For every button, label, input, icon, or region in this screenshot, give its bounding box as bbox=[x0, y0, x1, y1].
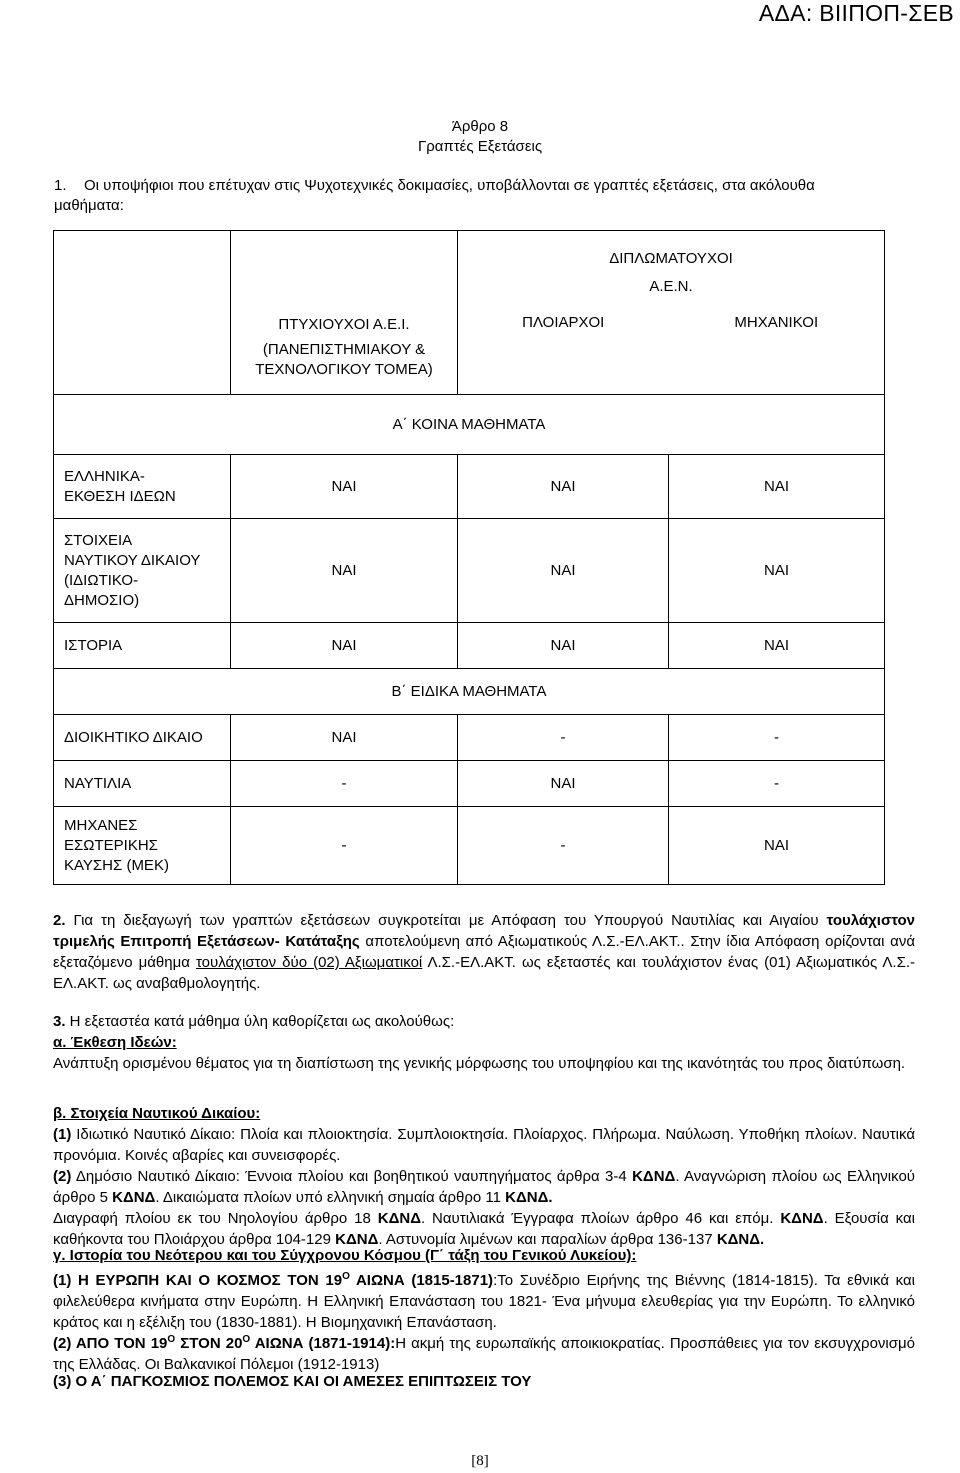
item-text: :Το Συνέδριο Ειρήνης της Βιέννης (1814-1815). Τα εθνικά και φιλελεύθερα κινήματα στην Ευρώπη. Η Ελληνική Επανάσταση του 1821- Ένα μήνυμα ελευθερίας για την Ευρώπη. Το ελληνικό κράτος και η εξέλιξη του (1830-1881). Η Βιομηχανική Επανάσταση. bbox=[53, 1272, 915, 1331]
header-subcols bbox=[458, 269, 885, 395]
header-graduates-line2: (ΠΑΝΕΠΙΣΤΗΜΙΑΚΟΥ & bbox=[262, 341, 426, 358]
header-graduates-line1: ΠΤΥΧΙΟΥΧΟΙ Α.Ε.Ι. bbox=[278, 316, 410, 333]
subject-cell: ΝΑΥΤΙΛΙΑ bbox=[54, 761, 231, 807]
section-a-text: Ανάπτυξη ορισμένου θέματος για τη διαπίστωση της γενικής μόρφωσης του υποψηφίου και της ικανότητάς του προς διατύπωση. bbox=[53, 1055, 906, 1072]
item-text: Ιδιωτικό Ναυτικό Δίκαιο: Πλοία και πλοιοκτησία. Συμπλοιοκτησία. Πλοίαρχος. Πλήρωμα. Ναύλωση. Υποθήκη πλοίων. Ναυτικά προνόμια. Κοινές αβαρίες και συνεισφορές. bbox=[53, 1126, 915, 1164]
paragraph-text: Λ.Σ.-ΕΛ.ΑΚΤ. ως εξεταστές και τουλάχιστον ένας (01) Αξιωματικός Λ.Σ.-ΕΛ.ΑΚΤ. ως αναβαθμολογητής. bbox=[53, 954, 916, 992]
value-cell: ΝΑΙ bbox=[458, 623, 669, 669]
section-c-label: γ. Ιστορία του Νεότερου και του Σύγχρονου Κόσμου (Γ΄ τάξη του Γενικού Λυκείου): bbox=[53, 1247, 637, 1264]
subject-line: ΔΗΜΟΣΙΟ) bbox=[64, 591, 140, 609]
value-cell: ΝΑΙ bbox=[669, 807, 885, 885]
paragraph-underline: τουλάχιστον δύο (02) Αξιωματικοί bbox=[195, 954, 423, 971]
value-cell: ΝΑΙ bbox=[458, 455, 669, 519]
page-number: [8] bbox=[471, 1453, 489, 1469]
table-row bbox=[54, 807, 885, 885]
subject-line: ΜΗΧΑΝΕΣ bbox=[64, 816, 138, 834]
section-c2 bbox=[53, 1329, 915, 1375]
section-b2: (2) Δημόσιο Ναυτικό Δίκαιο: Έννοια πλοίου και βοηθητικού ναυπηγήματος άρθρα 3-4 ΚΔΝΔ. Αναγνώριση πλοίου ως Ελληνικού άρθρο 5 ΚΔΝΔ. Δικαιώματα πλοίων υπό ελληνική σημαία άρθρο 11 ΚΔΝΔ. Διαγραφή πλοίου εκ του Νηολογίου άρθρο 18 ΚΔΝΔ. Ναυτιλιακά Έγγραφα πλοίων άρθρο 46 και επόμ. ΚΔΝΔ. Εξουσία και καθήκοντα του Πλοιάρχου άρθρα 104-129 ΚΔΝΔ. Αστυνομία λιμένων και παραλίων άρθρα 136-137 ΚΔΝΔ. bbox=[53, 1168, 916, 1248]
section-c3: (3) Ο Α΄ ΠΑΓΚΟΣΜΙΟΣ ΠΟΛΕΜΟΣ ΚΑΙ ΟΙ ΑΜΕΣΕΣ ΕΠΙΠΤΩΣΕΙΣ ΤΟΥ bbox=[53, 1373, 532, 1390]
value-cell: ΝΑΙ bbox=[669, 519, 885, 623]
section-b1 bbox=[53, 1124, 915, 1166]
kdnd-abbr: ΚΔΝΔ bbox=[632, 1168, 676, 1185]
item-heading: (1) Η ΕΥΡΩΠΗ ΚΑΙ Ο ΚΟΣΜΟΣ ΤΟΝ 19 bbox=[53, 1272, 343, 1289]
subject-cell: ΔΙΟΙΚΗΤΙΚΟ ΔΙΚΑΙΟ bbox=[54, 715, 231, 761]
paragraph-3 bbox=[53, 1011, 915, 1032]
paragraph-text-cont: μαθήματα: bbox=[54, 197, 124, 214]
header-engineers: ΜΗΧΑΝΙΚΟΙ bbox=[734, 313, 819, 331]
value-cell: ΝΑΙ bbox=[458, 761, 669, 807]
kdnd-abbr: ΚΔΝΔ bbox=[716, 1231, 761, 1248]
item-text: . Δικαιώματα πλοίων υπό ελληνική σημαία άρθρο 11 bbox=[155, 1189, 506, 1206]
section-a-label: α. Έκθεση Ιδεών: bbox=[53, 1034, 177, 1051]
kdnd-abbr: ΚΔΝΔ bbox=[112, 1189, 156, 1206]
subject-cell bbox=[54, 455, 231, 519]
subject-line: ΚΑΥΣΗΣ (ΜΕΚ) bbox=[64, 856, 169, 874]
section-b-label: β. Στοιχεία Ναυτικού Δικαίου: bbox=[53, 1105, 261, 1122]
subject-line: ΣΤΟΙΧΕΙΑ bbox=[64, 531, 133, 549]
article-number: Άρθρο 8 bbox=[451, 118, 509, 135]
header-graduates-line3: ΤΕΧΝΟΛΟΓΙΚΟΥ ΤΟΜΕΑ) bbox=[255, 361, 433, 378]
header-graduates bbox=[231, 231, 458, 395]
subject-cell: ΙΣΤΟΡΙΑ bbox=[54, 623, 231, 669]
item-heading: ΑΙΩΝΑ (1871-1914): bbox=[250, 1335, 396, 1352]
table-row bbox=[54, 455, 885, 519]
section-c1 bbox=[53, 1266, 915, 1333]
subject-cell bbox=[54, 519, 231, 623]
value-cell: - bbox=[458, 715, 669, 761]
paragraph-1 bbox=[54, 176, 914, 216]
paragraph-text: Για τη διεξαγωγή των γραπτών εξετάσεων συγκροτείται με Απόφαση του Υπουργού Ναυτιλίας και Αιγαίου bbox=[65, 912, 827, 929]
item-text: Διαγραφή πλοίου εκ του Νηολογίου άρθρο 18 bbox=[53, 1210, 378, 1227]
superscript: Ο bbox=[167, 1334, 176, 1345]
subject-cell bbox=[54, 807, 231, 885]
kdnd-abbr: ΚΔΝΔ bbox=[377, 1210, 421, 1227]
kdnd-abbr: ΚΔΝΔ bbox=[335, 1231, 379, 1248]
value-cell: ΝΑΙ bbox=[231, 715, 458, 761]
section-common-subjects: Α΄ ΚΟΙΝΑ ΜΑΘΗΜΑΤΑ bbox=[54, 395, 885, 455]
subject-line: ΕΚΘΕΣΗ ΙΔΕΩΝ bbox=[64, 487, 176, 505]
header-captains: ΠΛΟΙΑΡΧΟΙ bbox=[522, 313, 605, 331]
item-heading: ΑΙΩΝΑ (1815-1871) bbox=[349, 1272, 494, 1289]
kdnd-abbr: ΚΔΝΔ bbox=[505, 1189, 549, 1206]
article-title: Γραπτές Εξετάσεις bbox=[417, 138, 543, 155]
header-group: ΔΙΠΛΩΜΑΤΟΥΧΟΙ bbox=[458, 231, 885, 269]
table-row bbox=[54, 519, 885, 623]
superscript: Ο bbox=[242, 1334, 251, 1345]
kdnd-abbr: ΚΔΝΔ bbox=[780, 1210, 824, 1227]
value-cell: ΝΑΙ bbox=[458, 519, 669, 623]
ada-code: ΑΔΑ: ΒΙΙΠΟΠ-ΣΕΒ bbox=[758, 0, 954, 26]
subject-line: (ΙΔΙΩΤΙΚΟ- bbox=[64, 571, 139, 589]
item-text: . Ναυτιλιακά Έγγραφα πλοίων άρθρο 46 και επόμ. bbox=[420, 1210, 781, 1227]
value-cell: ΝΑΙ bbox=[231, 623, 458, 669]
value-cell: ΝΑΙ bbox=[669, 455, 885, 519]
item-heading: ΣΤΟΝ 20 bbox=[175, 1335, 243, 1352]
paragraph-text: Η εξεταστέα κατά μάθημα ύλη καθορίζεται ως ακολούθως: bbox=[65, 1013, 455, 1030]
header-empty-cell bbox=[54, 231, 231, 395]
paragraph-number: 1. bbox=[54, 177, 67, 194]
item-text: . Αναγνώριση πλοίου ως Ελληνικού άρθρο 5 bbox=[53, 1168, 916, 1206]
value-cell: ΝΑΙ bbox=[231, 455, 458, 519]
paragraph-text: αποτελούμενη από Αξιωματικούς Λ.Σ.-ΕΛ.ΑΚΤ.. Στην ίδια Απόφαση ορίζονται ανά εξεταζόμενο μάθημα bbox=[53, 933, 915, 971]
paragraph-text: Οι υποψήφιοι που επέτυχαν στις Ψυχοτεχνικές δοκιμασίες, υποβάλλονται σε γραπτές εξετάσεις, στα ακόλουθα bbox=[84, 177, 815, 194]
paragraph-bold: τουλάχιστον τριμελής Επιτροπή Εξετάσεων- Κατάταξης bbox=[53, 912, 915, 950]
paragraph-number: 2. bbox=[53, 912, 66, 929]
subject-line: ΕΣΩΤΕΡΙΚΗΣ bbox=[64, 836, 158, 854]
superscript: Ο bbox=[342, 1271, 350, 1282]
item-text: Η ακμή της ευρωπαϊκής αποικιοκρατίας. Προσπάθειες για τον εκσυγχρονισμό της Ελλάδας. Οι Βαλκανικοί Πόλεμοι (1912-1913) bbox=[53, 1335, 915, 1373]
table-row bbox=[54, 715, 885, 761]
item-heading: (2) ΑΠΟ ΤΟΝ 19 bbox=[53, 1335, 168, 1352]
paragraph-2 bbox=[53, 910, 915, 994]
subject-line: ΕΛΛΗΝΙΚΑ- bbox=[64, 467, 145, 485]
table-row bbox=[54, 623, 885, 669]
paragraph-number: 3. bbox=[53, 1013, 66, 1030]
item-text: . Αστυνομία λιμένων και παραλίων άρθρα 136-137 bbox=[378, 1231, 717, 1248]
section-special-subjects: Β΄ ΕΙΔΙΚΑ ΜΑΘΗΜΑΤΑ bbox=[54, 669, 885, 715]
item-text: . Εξουσία και καθήκοντα του Πλοιάρχου άρθρα 104-129 bbox=[53, 1210, 916, 1248]
item-number: (1) bbox=[53, 1126, 72, 1143]
value-cell: - bbox=[231, 761, 458, 807]
value-cell: - bbox=[669, 761, 885, 807]
value-cell: ΝΑΙ bbox=[231, 519, 458, 623]
item-text: Δημόσιο Ναυτικό Δίκαιο: Έννοια πλοίου και βοηθητικού ναυπηγήματος άρθρα 3-4 bbox=[71, 1168, 633, 1185]
value-cell: - bbox=[231, 807, 458, 885]
table-row bbox=[54, 761, 885, 807]
value-cell: - bbox=[669, 715, 885, 761]
value-cell: - bbox=[458, 807, 669, 885]
exam-subjects-table bbox=[53, 230, 885, 885]
item-number: (2) bbox=[53, 1168, 72, 1185]
header-group-line2: Α.Ε.Ν. bbox=[649, 277, 693, 295]
subject-line: ΝΑΥΤΙΚΟΥ ΔΙΚΑΙΟΥ bbox=[64, 551, 201, 569]
value-cell: ΝΑΙ bbox=[669, 623, 885, 669]
